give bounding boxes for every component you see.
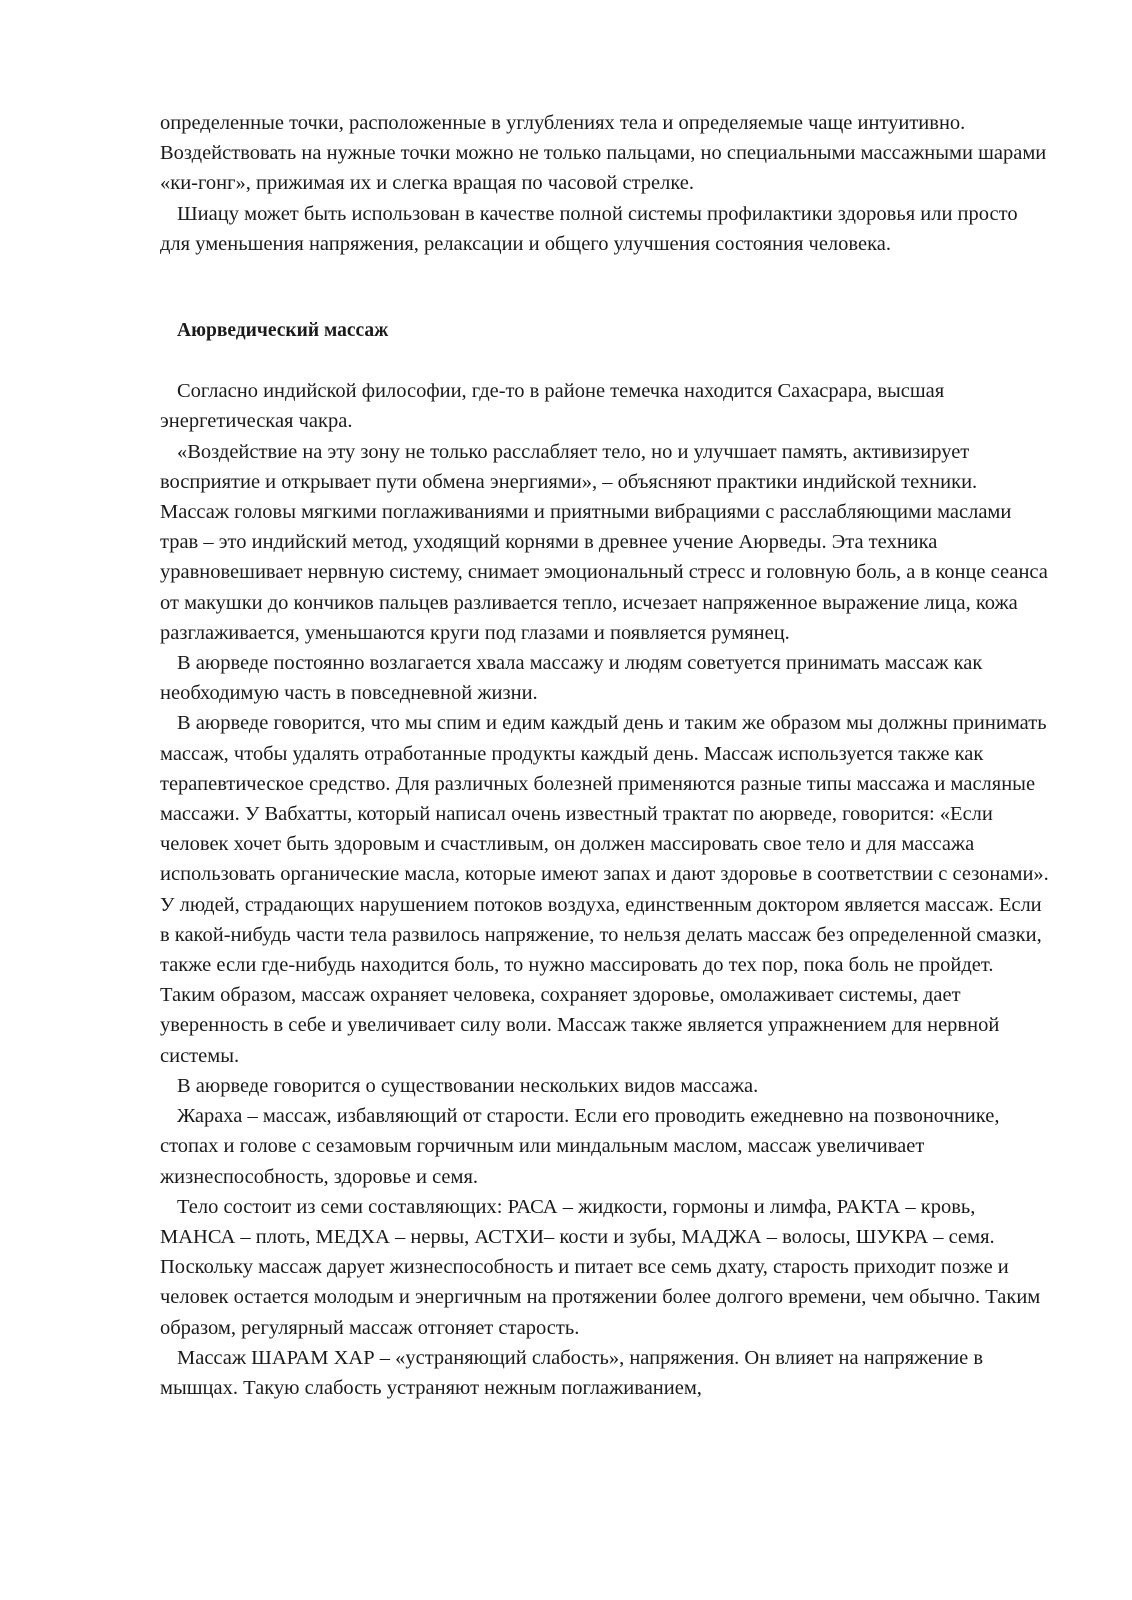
paragraph-4: В аюрведе говорится, что мы спим и едим каждый день и таким же образом мы должны принимать массаж, чтобы удалять отработанные продукты каждый день. Массаж используется также как терапевтическое средство. Для различных болезней применяются разные типы массажа и масляные массажи. У Вабхатты, который написал очень известный трактат по аюрведе, говорится: «Если человек хочет быть здоровым и счастливым, он должен массировать свое тело и для массажа использовать органические масла, которые имеют запах и дают здоровье в соответствии с сезонами». У людей, страдающих нарушением потоков воздуха, единственным доктором является массаж. Если в какой-нибудь части тела развилось напряжение, то нельзя делать массаж без определенной смазки, также если где-нибудь находится боль, то нужно массировать до тех пор, пока боль не пройдет. Таким образом, массаж охраняет человека, сохраняет здоровье, омолаживает системы, дает уверенность в себе и увеличивает силу воли. Массаж также является упражнением для нервной системы. [160, 712, 1049, 1067]
paragraph-8: Массаж ШАРАМ ХАР – «устраняющий слабость», напряжения. Он влияет на напряжение в мышцах. Такую слабость устраняют нежным поглаживанием, [160, 1346, 984, 1399]
spacer [160, 259, 1050, 316]
document-page [160, 108, 1050, 1403]
section-heading: Аюрведический массаж [177, 320, 389, 342]
paragraph-shiatsu-summary: Шиацу может быть использован в качестве полной системы профилактики здоровья или просто для уменьшения напряжения, релаксации и общего улучшения состояния человека. [160, 202, 1018, 255]
paragraph-7: Тело состоит из семи составляющих: РАСА – жидкости, гормоны и лимфа, РАКТА – кровь, МАНСА – плоть, МЕДХА – нервы, АСТХИ– кости и зубы, МАДЖА – волосы, ШУКРА – семя. Поскольку массаж дарует жизнеспособность и питает все семь дхату, старость приходит позже и человек остается молодым и энергичным на протяжении более долгого времени, чем обычно. Таким образом, регулярный массаж отгоняет старость. [160, 1195, 1041, 1339]
paragraph-3: В аюрведе постоянно возлагается хвала массажу и людям советуется принимать массаж как необходимую часть в повседневной жизни. [160, 652, 983, 705]
paragraph-intro-continuation: определенные точки, расположенные в углублениях тела и определяемые чаще интуитивно. Воздействовать на нужные точки можно не только пальцами, но специальными массажными шарами «ки-гонг», прижимая их и слегка вращая по часовой стрелке. [160, 112, 1047, 195]
paragraph-6: Жараха – массаж, избавляющий от старости. Если его проводить ежедневно на позвоночнике, стопах и голове с сезамовым горчичным или миндальным маслом, массаж увеличивает жизнеспособность, здоровье и семя. [160, 1105, 1000, 1188]
spacer [160, 346, 1050, 376]
paragraph-2: «Воздействие на эту зону не только расслабляет тело, но и улучшает память, активизирует восприятие и открывает пути обмена энергиями», – объясняют практики индийской техники. Массаж головы мягкими поглаживаниями и приятными вибрациями с расслабляющими маслами трав – это индийский метод, уходящий корнями в древнее учение Аюрведы. Эта техника уравновешивает нервную систему, снимает эмоциональный стресс и головную боль, а в конце сеанса от макушки до кончиков пальцев разливается тепло, исчезает напряженное выражение лица, кожа разглаживается, уменьшаются круги под глазами и появляется румянец. [160, 440, 1048, 644]
paragraph-1: Согласно индийской философии, где-то в районе темечка находится Сахасрара, высшая энергетическая чакра. [160, 380, 945, 433]
paragraph-5: В аюрведе говорится о существовании нескольких видов массажа. [177, 1074, 759, 1097]
